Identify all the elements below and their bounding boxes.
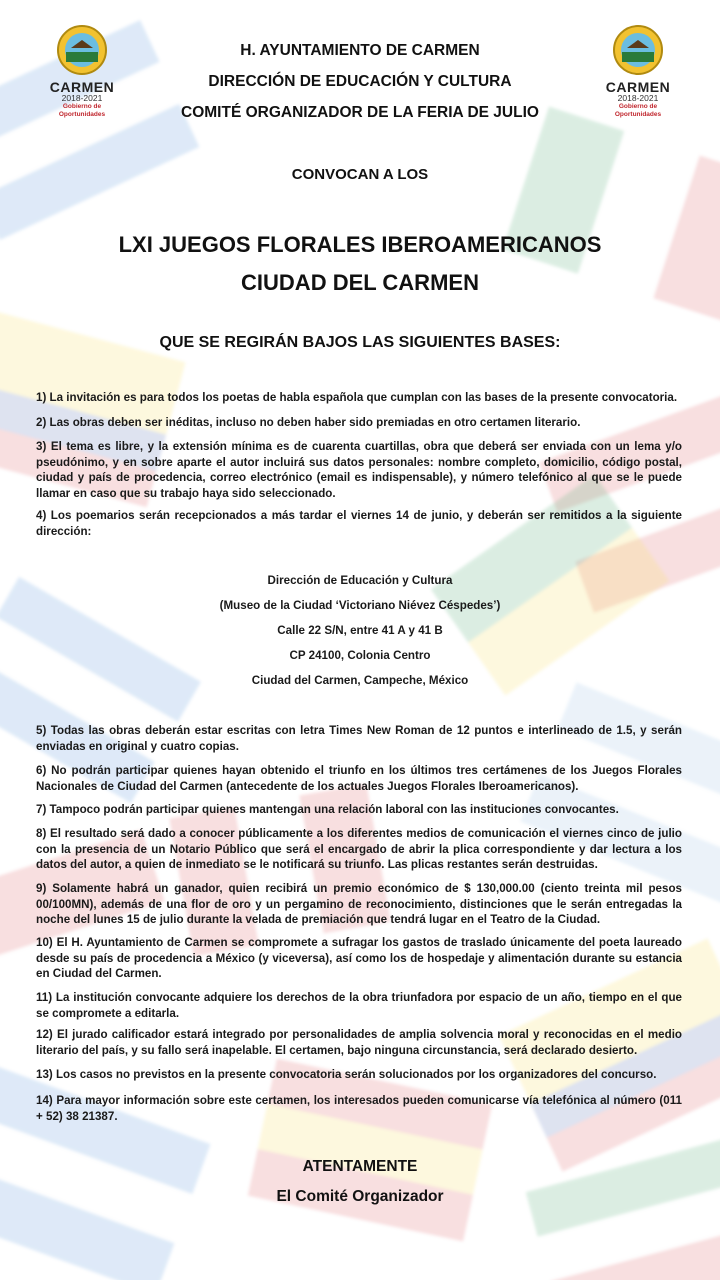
base-item-3: 3) El tema es libre, y la extensión mínima es de cuarenta cuartillas, obra que deberá ser enviada con un lema y/o pseudónimo, y en sobre aparte el autor incluirá sus datos personales: nombre completo, domicilio, código postal, ciudad y país de procedencia, correo electrónico (email es indispensable), y número telefónico al que se le puede llamar en caso que su trabajo haya sido seleccionado. bbox=[36, 440, 682, 500]
logo-slogan: Gobierno de Oportunidades bbox=[58, 103, 106, 118]
base-item-11: 11) La institución convocante adquiere los derechos de la obra triunfadora por espacio de un año, tiempo en el que se compromete a editarla. bbox=[36, 991, 682, 1020]
base-item-9: 9) Solamente habrá un ganador, quien recibirá un premio económico de $ 130,000.00 (ciento treinta mil pesos 00/100MN), además de una flor de oro y un pergamino de reconocimiento, distinciones que le serán entregadas la noche del lunes 15 de julio durante la velada de premiación que tendrá lugar en el Teatro de la Ciudad. bbox=[36, 882, 682, 926]
closing-signature: El Comité Organizador bbox=[276, 1188, 444, 1205]
address-line-4: CP 24100, Colonia Centro bbox=[289, 649, 431, 662]
logo-years: 2018-2021 bbox=[61, 93, 103, 103]
address-line-3: Calle 22 S/N, entre 41 A y 41 B bbox=[277, 624, 443, 637]
address-line-5: Ciudad del Carmen, Campeche, México bbox=[251, 674, 469, 687]
base-item-5: 5) Todas las obras deberán estar escritas con letra Times New Roman de 12 puntos e interlineado de 1.5, y serán enviadas en original y cuatro copias. bbox=[36, 724, 682, 753]
base-item-10: 10) El H. Ayuntamiento de Carmen se compromete a sufragar los gastos de traslado únicamente del poeta laureado desde su país de procedencia a México (y viceversa), así como los de hospedaje y alimentación durante su estancia en Ciudad del Carmen. bbox=[36, 936, 682, 980]
base-item-2: 2) Las obras deben ser inéditas, incluso no deben haber sido premiadas en otro certamen literario. bbox=[36, 416, 581, 429]
bases-heading: QUE SE REGIRÁN BAJOS LAS SIGUIENTES BASES: bbox=[159, 334, 561, 351]
header-line-3: COMITÉ ORGANIZADOR DE LA FERIA DE JULIO bbox=[181, 104, 539, 121]
municipal-logo-left bbox=[40, 22, 124, 118]
municipal-seal-icon bbox=[613, 22, 663, 78]
base-item-14: 14) Para mayor información sobre este certamen, los interesados pueden comunicarse vía telefónica al número (011 + 52) 38 21387. bbox=[36, 1094, 682, 1123]
header-line-1: H. AYUNTAMIENTO DE CARMEN bbox=[240, 42, 480, 59]
logo-title: CARMEN bbox=[605, 79, 671, 95]
convocan-text: CONVOCAN A LOS bbox=[291, 166, 429, 183]
logo-title: CARMEN bbox=[49, 79, 115, 95]
closing-atentamente: ATENTAMENTE bbox=[302, 1158, 418, 1175]
base-item-7: 7) Tampoco podrán participar quienes mantengan una relación laboral con las instituciones convocantes. bbox=[36, 803, 619, 816]
address-line-2: (Museo de la Ciudad ‘Victoriano Niévez Céspedes’) bbox=[219, 599, 501, 612]
address-line-1: Dirección de Educación y Cultura bbox=[267, 574, 453, 587]
base-item-4: 4) Los poemarios serán recepcionados a más tardar el viernes 14 de junio, y deberán ser remitidos a la siguiente dirección: bbox=[36, 509, 682, 538]
base-item-13: 13) Los casos no previstos en la presente convocatoria serán solucionados por los organizadores del concurso. bbox=[36, 1068, 657, 1081]
base-item-8: 8) El resultado será dado a conocer públicamente a los diferentes medios de comunicación el viernes cinco de julio con la presencia de un Notario Público que será el encargado de abrir la plica correspondiente y dar lectura a los datos del autor, a quien de inmediato se le notificará su triunfo. Las plicas restantes serán destruidas. bbox=[36, 827, 682, 871]
logo-slogan: Gobierno de Oportunidades bbox=[614, 103, 662, 118]
municipal-logo-right bbox=[596, 22, 680, 118]
header-line-2: DIRECCIÓN DE EDUCACIÓN Y CULTURA bbox=[208, 73, 512, 90]
logo-years: 2018-2021 bbox=[617, 93, 659, 103]
base-item-1: 1) La invitación es para todos los poetas de habla española que cumplan con las bases de la presente convocatoria. bbox=[36, 391, 678, 404]
base-item-12: 12) El jurado calificador estará integrado por personalidades de amplia solvencia moral y reconocidas en el medio literario del país, y su fallo será inapelable. El certamen, bajo ninguna circunstancia, será declarado desierto. bbox=[36, 1028, 682, 1057]
event-title-line-2: CIUDAD DEL CARMEN bbox=[241, 270, 479, 295]
event-title-line-1: LXI JUEGOS FLORALES IBEROAMERICANOS bbox=[118, 232, 602, 257]
municipal-seal-icon bbox=[57, 22, 107, 78]
base-item-6: 6) No podrán participar quienes hayan obtenido el triunfo en los últimos tres certámenes de los Juegos Florales Nacionales de Ciudad del Carmen (antecedente de los actuales Juegos Florales Iberoamericanos). bbox=[36, 764, 682, 793]
